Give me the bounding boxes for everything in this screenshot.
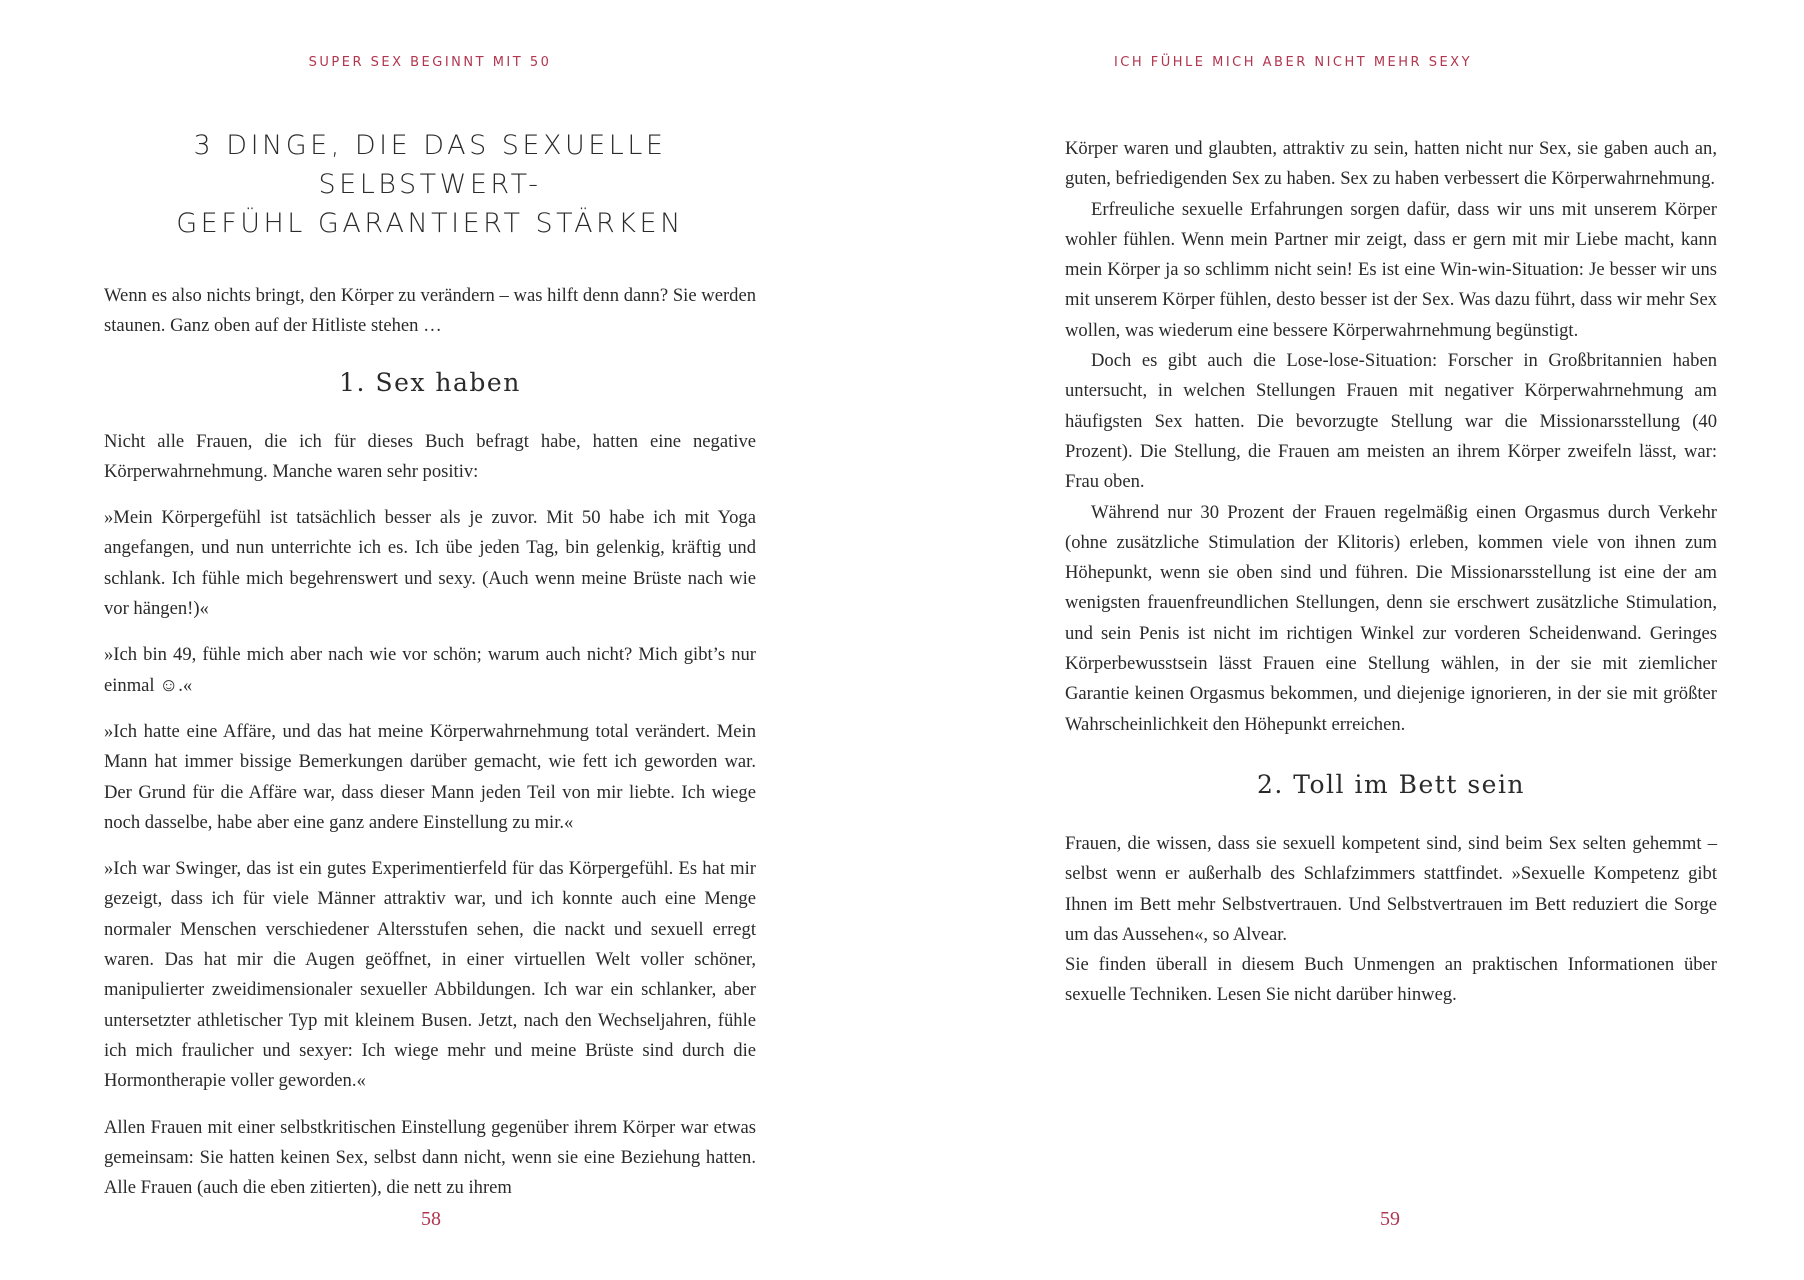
- quote-paragraph: »Ich bin 49, fühle mich aber nach wie vor schön; warum auch nicht? Mich gibt’s nur einmal ☺.«: [104, 644, 756, 696]
- body-paragraph: Allen Frauen mit einer selbstkritischen Einstellung gegenüber ihrem Körper war etwas gemeinsam: Sie hatten keinen Sex, selbst dann nicht, wenn sie eine Beziehung hatten. Alle Frauen (auch die eben zitierten), die nett zu ihrem: [104, 1116, 756, 1199]
- intro-paragraph: Wenn es also nichts bringt, den Körper zu verändern – was hilft denn dann? Sie werden staunen. Ganz oben auf der Hitliste stehen …: [104, 285, 756, 337]
- body-paragraph: Frauen, die wissen, dass sie sexuell kompetent sind, sind beim Sex selten gehemmt – selbst wenn er außerhalb des Schlafzimmers stattfindet. »Sexuelle Kompetenz gibt Ihnen im Bett mehr Selbstvertrauen. Und Selbstvertrauen im Bett reduziert die Sorge um das Aussehen«, so Alvear.: [1065, 832, 1717, 945]
- right-text-block: [1065, 134, 1717, 1011]
- right-page: [902, 0, 1804, 1280]
- chapter-title-line-1: 3 DINGE, DIE DAS SEXUELLE SELBSTWERT-: [193, 130, 667, 200]
- body-paragraph: Während nur 30 Prozent der Frauen regelmäßig einen Orgasmus durch Verkehr (ohne zusätzliche Stimulation der Klitoris) erleben, kommen viele von ihnen zum Höhepunkt, wenn sie oben sind und führen. Die Missionarsstellung ist eine der am wenigsten frauenfreundlichen Stellungen, denn sie erschwert zusätzliche Stimulation, und sein Penis ist nicht im richtigen Winkel zur vorderen Scheidenwand. Geringes Körperbewusstsein lässt Frauen eine Stellung wählen, in der sie mit ziemlicher Garantie keinen Orgasmus bekommen, und diejenige ignorieren, in der sie mit größter Wahrscheinlichkeit den Höhepunkt erreichen.: [1065, 501, 1717, 735]
- section-title-toll-im-bett: 2. Toll im Bett sein: [1256, 769, 1526, 799]
- page-number: 59: [1380, 1208, 1400, 1230]
- quote-paragraph: »Ich hatte eine Affäre, und das hat meine Körperwahrnehmung total verändert. Mein Mann hat immer bissige Bemerkungen darüber gemacht, wie fett ich geworden war. Der Grund für die Affäre war, dass dieser Mann jeden Teil von mir liebte. Ich wiege noch dasselbe, habe aber eine ganz andere Einstellung zu mir.«: [104, 720, 756, 833]
- page-number: 58: [421, 1208, 441, 1230]
- chapter-title: [104, 126, 756, 243]
- quote-paragraph: »Ich war Swinger, das ist ein gutes Experimentierfeld für das Körpergefühl. Es hat mir gezeigt, dass ich für viele Männer attraktiv war, und ich konnte auch eine Menge normaler Menschen verschiedener Altersstufen sehen, die nackt und sexuell erregt waren. Das hat mir die Augen geöffnet, in einer virtuellen Welt voller schöner, manipulierter zweidimensionaler sexueller Abbildungen. Ich war ein schlanker, aber untersetzter athletischer Typ mit kleinem Busen. Jetzt, nach den Wechseljahren, fühle ich mich fraulicher und sexyer: Ich wiege mehr und meine Brüste sind durch die Hormontherapie voller geworden.«: [104, 858, 756, 1092]
- body-paragraph: Körper waren und glaubten, attraktiv zu sein, hatten nicht nur Sex, sie gaben auch an, guten, befriedigenden Sex zu haben. Sex zu haben verbessert die Körperwahrnehmung.: [1065, 138, 1717, 190]
- running-head: SUPER SEX BEGINNT MIT 50: [308, 55, 552, 70]
- body-paragraph: Sie finden überall in diesem Buch Unmengen an praktischen Informationen über sexuelle Techniken. Lesen Sie nicht darüber hinweg.: [1065, 954, 1717, 1006]
- left-text-block: [104, 126, 756, 1203]
- quote-paragraph: »Mein Körpergefühl ist tatsächlich besser als je zuvor. Mit 50 habe ich mit Yoga angefangen, und nun unterrichte ich es. Ich übe jeden Tag, bin gelenkig, kräftig und schlank. Ich fühle mich begehrenswert und sexy. (Auch wenn meine Brüste nach wie vor hängen!)«: [104, 507, 756, 620]
- body-paragraph: Nicht alle Frauen, die ich für dieses Buch befragt habe, hatten eine negative Körperwahrnehmung. Manche waren sehr positiv:: [104, 430, 756, 482]
- body-paragraph: Doch es gibt auch die Lose-lose-Situation: Forscher in Großbritannien haben untersucht, in welchen Stellungen Frauen mit negativer Körperwahrnehmung am häufigsten Sex hatten. Die bevorzugte Stellung war die Missionarsstellung (40 Prozent). Die Stellung, die Frauen am meisten an ihrem Körper zweifeln lässt, war: Frau oben.: [1065, 350, 1717, 493]
- body-paragraph: Erfreuliche sexuelle Erfahrungen sorgen dafür, dass wir uns mit unserem Körper wohler fühlen. Wenn mein Partner mir zeigt, dass er gern mit mir Liebe macht, kann mein Körper ja so schlimm nicht sein! Es ist eine Win-win-Situation: Je besser wir uns mit unserem Körper fühlen, desto besser ist der Sex. Was dazu führt, dass wir mehr Sex wollen, was wiederum eine bessere Körperwahrnehmung begünstigt.: [1065, 198, 1717, 341]
- chapter-title-line-2: GEFÜHL GARANTIERT STÄRKEN: [176, 208, 684, 239]
- running-head: ICH FÜHLE MICH ABER NICHT MEHR SEXY: [1113, 55, 1473, 70]
- section-title-sex-haben: 1. Sex haben: [339, 367, 521, 397]
